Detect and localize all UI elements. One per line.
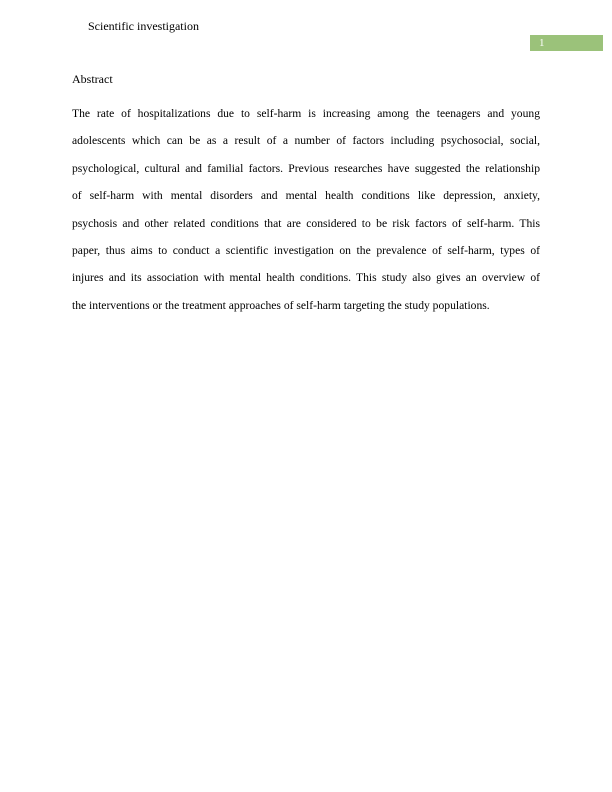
abstract-line: the interventions or the treatment approaches of self-harm targeting the study populations. bbox=[72, 298, 490, 312]
page-number-box bbox=[530, 35, 603, 51]
abstract-line: psychosis and other related conditions that are considered to be risk factors of self-harm. This bbox=[72, 216, 540, 230]
abstract-line: injures and its association with mental health conditions. This study also gives an overview of bbox=[72, 271, 540, 285]
running-head: Scientific investigation bbox=[88, 19, 199, 33]
abstract-line: paper, thus aims to conduct a scientific investigation on the prevalence of self-harm, types of bbox=[72, 243, 540, 257]
abstract-line: adolescents which can be as a result of a number of factors including psychosocial, social, bbox=[72, 134, 540, 148]
abstract-heading: Abstract bbox=[72, 72, 113, 86]
abstract-line: The rate of hospitalizations due to self-harm is increasing among the teenagers and young bbox=[72, 107, 540, 120]
abstract-line: of self-harm with mental disorders and mental health conditions like depression, anxiety, bbox=[72, 189, 540, 203]
abstract-line: psychological, cultural and familial factors. Previous researches have suggested the relationship bbox=[72, 161, 540, 175]
page-number: 1 bbox=[539, 37, 545, 49]
abstract-paragraph bbox=[72, 102, 540, 321]
